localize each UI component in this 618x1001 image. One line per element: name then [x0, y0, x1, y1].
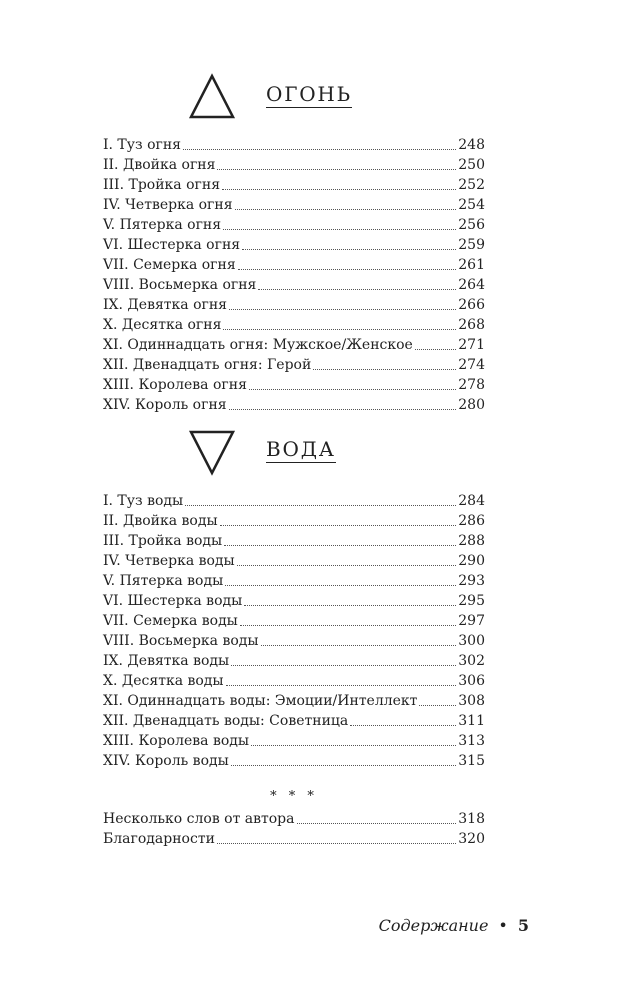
toc-entry: [103, 335, 485, 355]
toc-entry: [103, 355, 485, 375]
toc-entry: [103, 751, 485, 771]
toc-entry-page-number: 320: [458, 831, 485, 847]
toc-entry-label: XIII. Королева воды: [103, 733, 250, 749]
toc-entry-page-number: 308: [458, 693, 485, 709]
toc-dot-leader: [185, 505, 456, 506]
toc-entry-page-number: 266: [458, 297, 485, 313]
water-section-title: ВОДА: [266, 437, 336, 461]
toc-entry-page-number: 271: [458, 337, 485, 353]
toc-entry: [103, 255, 485, 275]
toc-entry: [103, 711, 485, 731]
toc-dot-leader: [183, 149, 456, 150]
toc-dot-leader: [220, 525, 457, 526]
toc-entry-page-number: 278: [458, 377, 485, 393]
toc-entry-label: V. Пятерка огня: [103, 217, 222, 233]
toc-entry-page-number: 290: [458, 553, 485, 569]
toc-entry-label: VI. Шестерка огня: [103, 237, 241, 253]
toc-entry: [103, 155, 485, 175]
toc-entry-page-number: 313: [458, 733, 485, 749]
toc-dot-leader: [217, 843, 456, 844]
section-separator: * * *: [270, 789, 318, 804]
toc-entry-label: X. Десятка воды: [103, 673, 224, 689]
toc-entry-page-number: 280: [458, 397, 485, 413]
toc-entry-label: IX. Девятка воды: [103, 653, 230, 669]
toc-dot-leader: [244, 605, 456, 606]
fire-triangle-icon: [188, 73, 236, 121]
toc-dot-leader: [249, 389, 456, 390]
toc-entry: [103, 591, 485, 611]
fire-toc-list: [103, 135, 485, 415]
toc-entry-page-number: 256: [458, 217, 485, 233]
toc-entry-page-number: 293: [458, 573, 485, 589]
toc-entry-page-number: 311: [458, 713, 485, 729]
toc-entry-page-number: 315: [458, 753, 485, 769]
toc-entry: [103, 395, 485, 415]
fire-section-title: ОГОНЬ: [266, 82, 352, 106]
toc-entry-label: Несколько слов от автора: [103, 811, 295, 827]
toc-dot-leader: [223, 229, 456, 230]
running-footer: [379, 916, 529, 936]
toc-entry: [103, 571, 485, 591]
toc-entry-label: VIII. Восьмерка огня: [103, 277, 257, 293]
footer-bullet: •: [498, 916, 508, 935]
toc-entry-page-number: 254: [458, 197, 485, 213]
toc-entry-label: XIV. Король огня: [103, 397, 227, 413]
toc-entry-label: XII. Двенадцать воды: Советница: [103, 713, 349, 729]
toc-entry: [103, 551, 485, 571]
toc-dot-leader: [223, 329, 456, 330]
toc-entry: [103, 175, 485, 195]
toc-entry-label: V. Пятерка воды: [103, 573, 224, 589]
toc-entry-page-number: 300: [458, 633, 485, 649]
toc-entry-page-number: 248: [458, 137, 485, 153]
water-section-header: [103, 428, 485, 476]
toc-entry-label: IV. Четверка воды: [103, 553, 235, 569]
toc-entry-page-number: 259: [458, 237, 485, 253]
toc-dot-leader: [242, 249, 456, 250]
toc-dot-leader: [313, 369, 456, 370]
toc-entry-page-number: 268: [458, 317, 485, 333]
toc-entry-page-number: 274: [458, 357, 485, 373]
water-triangle-icon: [188, 428, 236, 476]
toc-entry-label: IX. Девятка огня: [103, 297, 227, 313]
toc-entry-label: XIV. Король воды: [103, 753, 229, 769]
toc-entry: [103, 195, 485, 215]
toc-entry-label: II. Двойка огня: [103, 157, 216, 173]
toc-entry-label: I. Туз огня: [103, 137, 182, 153]
toc-dot-leader: [258, 289, 456, 290]
toc-entry: [103, 631, 485, 651]
toc-entry-label: IV. Четверка огня: [103, 197, 233, 213]
toc-dot-leader: [231, 665, 456, 666]
toc-entry: [103, 829, 485, 849]
toc-entry: [103, 135, 485, 155]
toc-entry: [103, 295, 485, 315]
toc-entry: [103, 511, 485, 531]
toc-entry-page-number: 264: [458, 277, 485, 293]
toc-entry-label: III. Тройка воды: [103, 533, 223, 549]
toc-dot-leader: [419, 705, 456, 706]
toc-entry-label: II. Двойка воды: [103, 513, 218, 529]
toc-entry: [103, 651, 485, 671]
toc-dot-leader: [350, 725, 456, 726]
toc-entry: [103, 315, 485, 335]
water-toc-list: [103, 491, 485, 771]
toc-dot-leader: [226, 685, 457, 686]
toc-entry-page-number: 318: [458, 811, 485, 827]
toc-dot-leader: [238, 269, 457, 270]
toc-entry: [103, 375, 485, 395]
toc-entry-page-number: 297: [458, 613, 485, 629]
toc-entry: [103, 275, 485, 295]
toc-dot-leader: [224, 545, 456, 546]
toc-entry-page-number: 250: [458, 157, 485, 173]
fire-title-underline: [266, 107, 352, 108]
toc-dot-leader: [251, 745, 456, 746]
toc-entry: [103, 731, 485, 751]
toc-entry-page-number: 252: [458, 177, 485, 193]
toc-entry: [103, 671, 485, 691]
fire-section-header: [103, 73, 485, 121]
toc-entry-label: I. Туз воды: [103, 493, 184, 509]
toc-dot-leader: [229, 409, 457, 410]
toc-dot-leader: [261, 645, 457, 646]
toc-entry: [103, 235, 485, 255]
toc-entry-label: XIII. Королева огня: [103, 377, 247, 393]
toc-entry-label: VII. Семерка огня: [103, 257, 236, 273]
toc-entry: [103, 809, 485, 829]
toc-entry-page-number: 288: [458, 533, 485, 549]
toc-entry-label: III. Тройка огня: [103, 177, 221, 193]
toc-entry-page-number: 295: [458, 593, 485, 609]
toc-entry-page-number: 302: [458, 653, 485, 669]
toc-entry: [103, 491, 485, 511]
toc-dot-leader: [240, 625, 456, 626]
toc-dot-leader: [222, 189, 456, 190]
toc-entry: [103, 215, 485, 235]
toc-entry: [103, 611, 485, 631]
toc-dot-leader: [225, 585, 456, 586]
toc-entry-label: X. Десятка огня: [103, 317, 222, 333]
toc-entry-page-number: 284: [458, 493, 485, 509]
toc-entry-page-number: 261: [458, 257, 485, 273]
toc-dot-leader: [415, 349, 456, 350]
toc-entry: [103, 531, 485, 551]
backmatter-toc-list: [103, 809, 485, 849]
toc-dot-leader: [237, 565, 457, 566]
footer-section-name: Содержание: [378, 916, 489, 935]
toc-entry-label: VI. Шестерка воды: [103, 593, 243, 609]
toc-entry-label: XII. Двенадцать огня: Герой: [103, 357, 312, 373]
toc-entry-label: XI. Одиннадцать воды: Эмоции/Интеллект: [103, 693, 418, 709]
toc-entry: [103, 691, 485, 711]
toc-entry-page-number: 286: [458, 513, 485, 529]
toc-dot-leader: [235, 209, 457, 210]
toc-entry-label: VIII. Восьмерка воды: [103, 633, 259, 649]
toc-entry-label: VII. Семерка воды: [103, 613, 238, 629]
toc-entry-label: XI. Одиннадцать огня: Мужское/Женское: [103, 337, 413, 353]
toc-dot-leader: [229, 309, 456, 310]
footer-page-number: 5: [517, 916, 529, 935]
toc-dot-leader: [231, 765, 457, 766]
toc-dot-leader: [217, 169, 456, 170]
toc-dot-leader: [297, 823, 457, 824]
toc-entry-page-number: 306: [458, 673, 485, 689]
toc-entry-label: Благодарности: [103, 831, 215, 847]
water-title-underline: [266, 462, 336, 463]
